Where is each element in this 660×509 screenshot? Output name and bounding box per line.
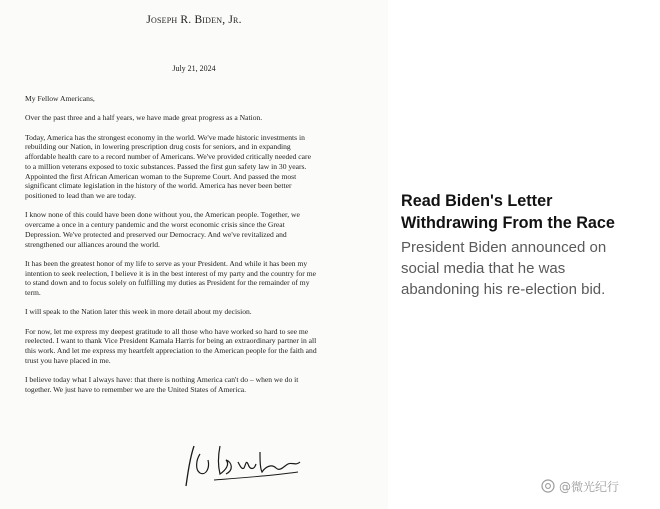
letter-line: term. (25, 288, 41, 297)
letter-line: I believe today what I always have: that there is nothing America can't do – when we do it (25, 375, 299, 385)
letter-line: rebuilding our Nation, in lowering prescription drug costs for seniors, and in expanding (25, 142, 291, 152)
letter-line: Depression. We've protected and preserved our Democracy. And we've revitalized and (25, 229, 287, 239)
letter-line: trust you have placed in me. (25, 355, 111, 365)
article-teaser (401, 190, 651, 300)
letter-line: together. We just have to remember we are the United States of America. (25, 384, 247, 394)
letter-line: Today, America has the strongest economy in the world. We've made historic investments in (25, 132, 305, 142)
summary-text (401, 237, 651, 300)
summary-line: President Biden announced on (401, 239, 607, 256)
summary-line: social media that he was (401, 260, 566, 277)
letter-line: positioned to lead than we are today. (25, 191, 137, 200)
letter-line: I know none of this could have been done without you, the American people. Together, we (25, 210, 300, 220)
letter-line: For now, let me express my deepest gratitude to all those who have worked so hard to see me (25, 326, 309, 336)
letter-line: to stand down and to focus solely on fulfilling my duties as President for the remainder of my (25, 278, 310, 288)
letter-line: intention to seek reelection, I believe it is in the best interest of my party and the country for me (25, 268, 317, 278)
letter-paragraph (25, 210, 377, 249)
camera-aperture-icon (541, 479, 555, 493)
letter-line: strengthened our alliances around the world. (25, 239, 160, 249)
letter-line: affordable health care to a record number of Americans. We've provided critically needed care (25, 152, 311, 162)
letter-paragraph (25, 307, 377, 317)
letter-line: Over the past three and a half years, we have made great progress as a Nation. (25, 113, 263, 123)
letter-date: July 21, 2024 (172, 64, 216, 73)
headline-line: Read Biden's Letter (401, 192, 553, 210)
headline-line: Withdrawing From the Race (401, 214, 615, 232)
letter-paragraph (25, 133, 377, 201)
letter-paragraph (25, 113, 377, 123)
letter-line: significant climate legislation in the history of the world. America has never been better (25, 181, 292, 191)
letter-paragraph (25, 375, 377, 394)
letter-line: My Fellow Americans, (25, 94, 95, 103)
letter-line: this work. And let me express my heartfelt appreciation to the American people for the faith and (25, 346, 317, 356)
letter-line: to a million veterans exposed to toxic substances. Passed the first gun safety law in 30 years. (25, 161, 307, 171)
letter-line: overcame a once in a century pandemic and the worst economic crisis since the Great (25, 220, 285, 230)
letter-line: It has been the greatest honor of my life to serve as your President. And while it has been my (25, 258, 308, 268)
watermark-text: @微光纪行 (559, 479, 620, 494)
headline[interactable] (401, 190, 651, 234)
signature-icon (180, 436, 310, 490)
letter-line: Appointed the first African American woman to the Supreme Court. And passed the most (25, 171, 297, 181)
summary-line: abandoning his re-election bid. (401, 281, 606, 298)
letter-paragraph (25, 94, 377, 104)
letter-paragraph (25, 327, 377, 366)
letterhead: Joseph R. Biden, Jr. (146, 14, 242, 26)
letter-line: reelected. I want to thank Vice President Kamala Harris for being an extraordinary partner in all (25, 336, 317, 346)
letter-line: I will speak to the Nation later this week in more detail about my decision. (25, 307, 252, 317)
letter-body (25, 94, 377, 404)
watermark (541, 476, 655, 496)
letter-paragraph (25, 259, 377, 298)
